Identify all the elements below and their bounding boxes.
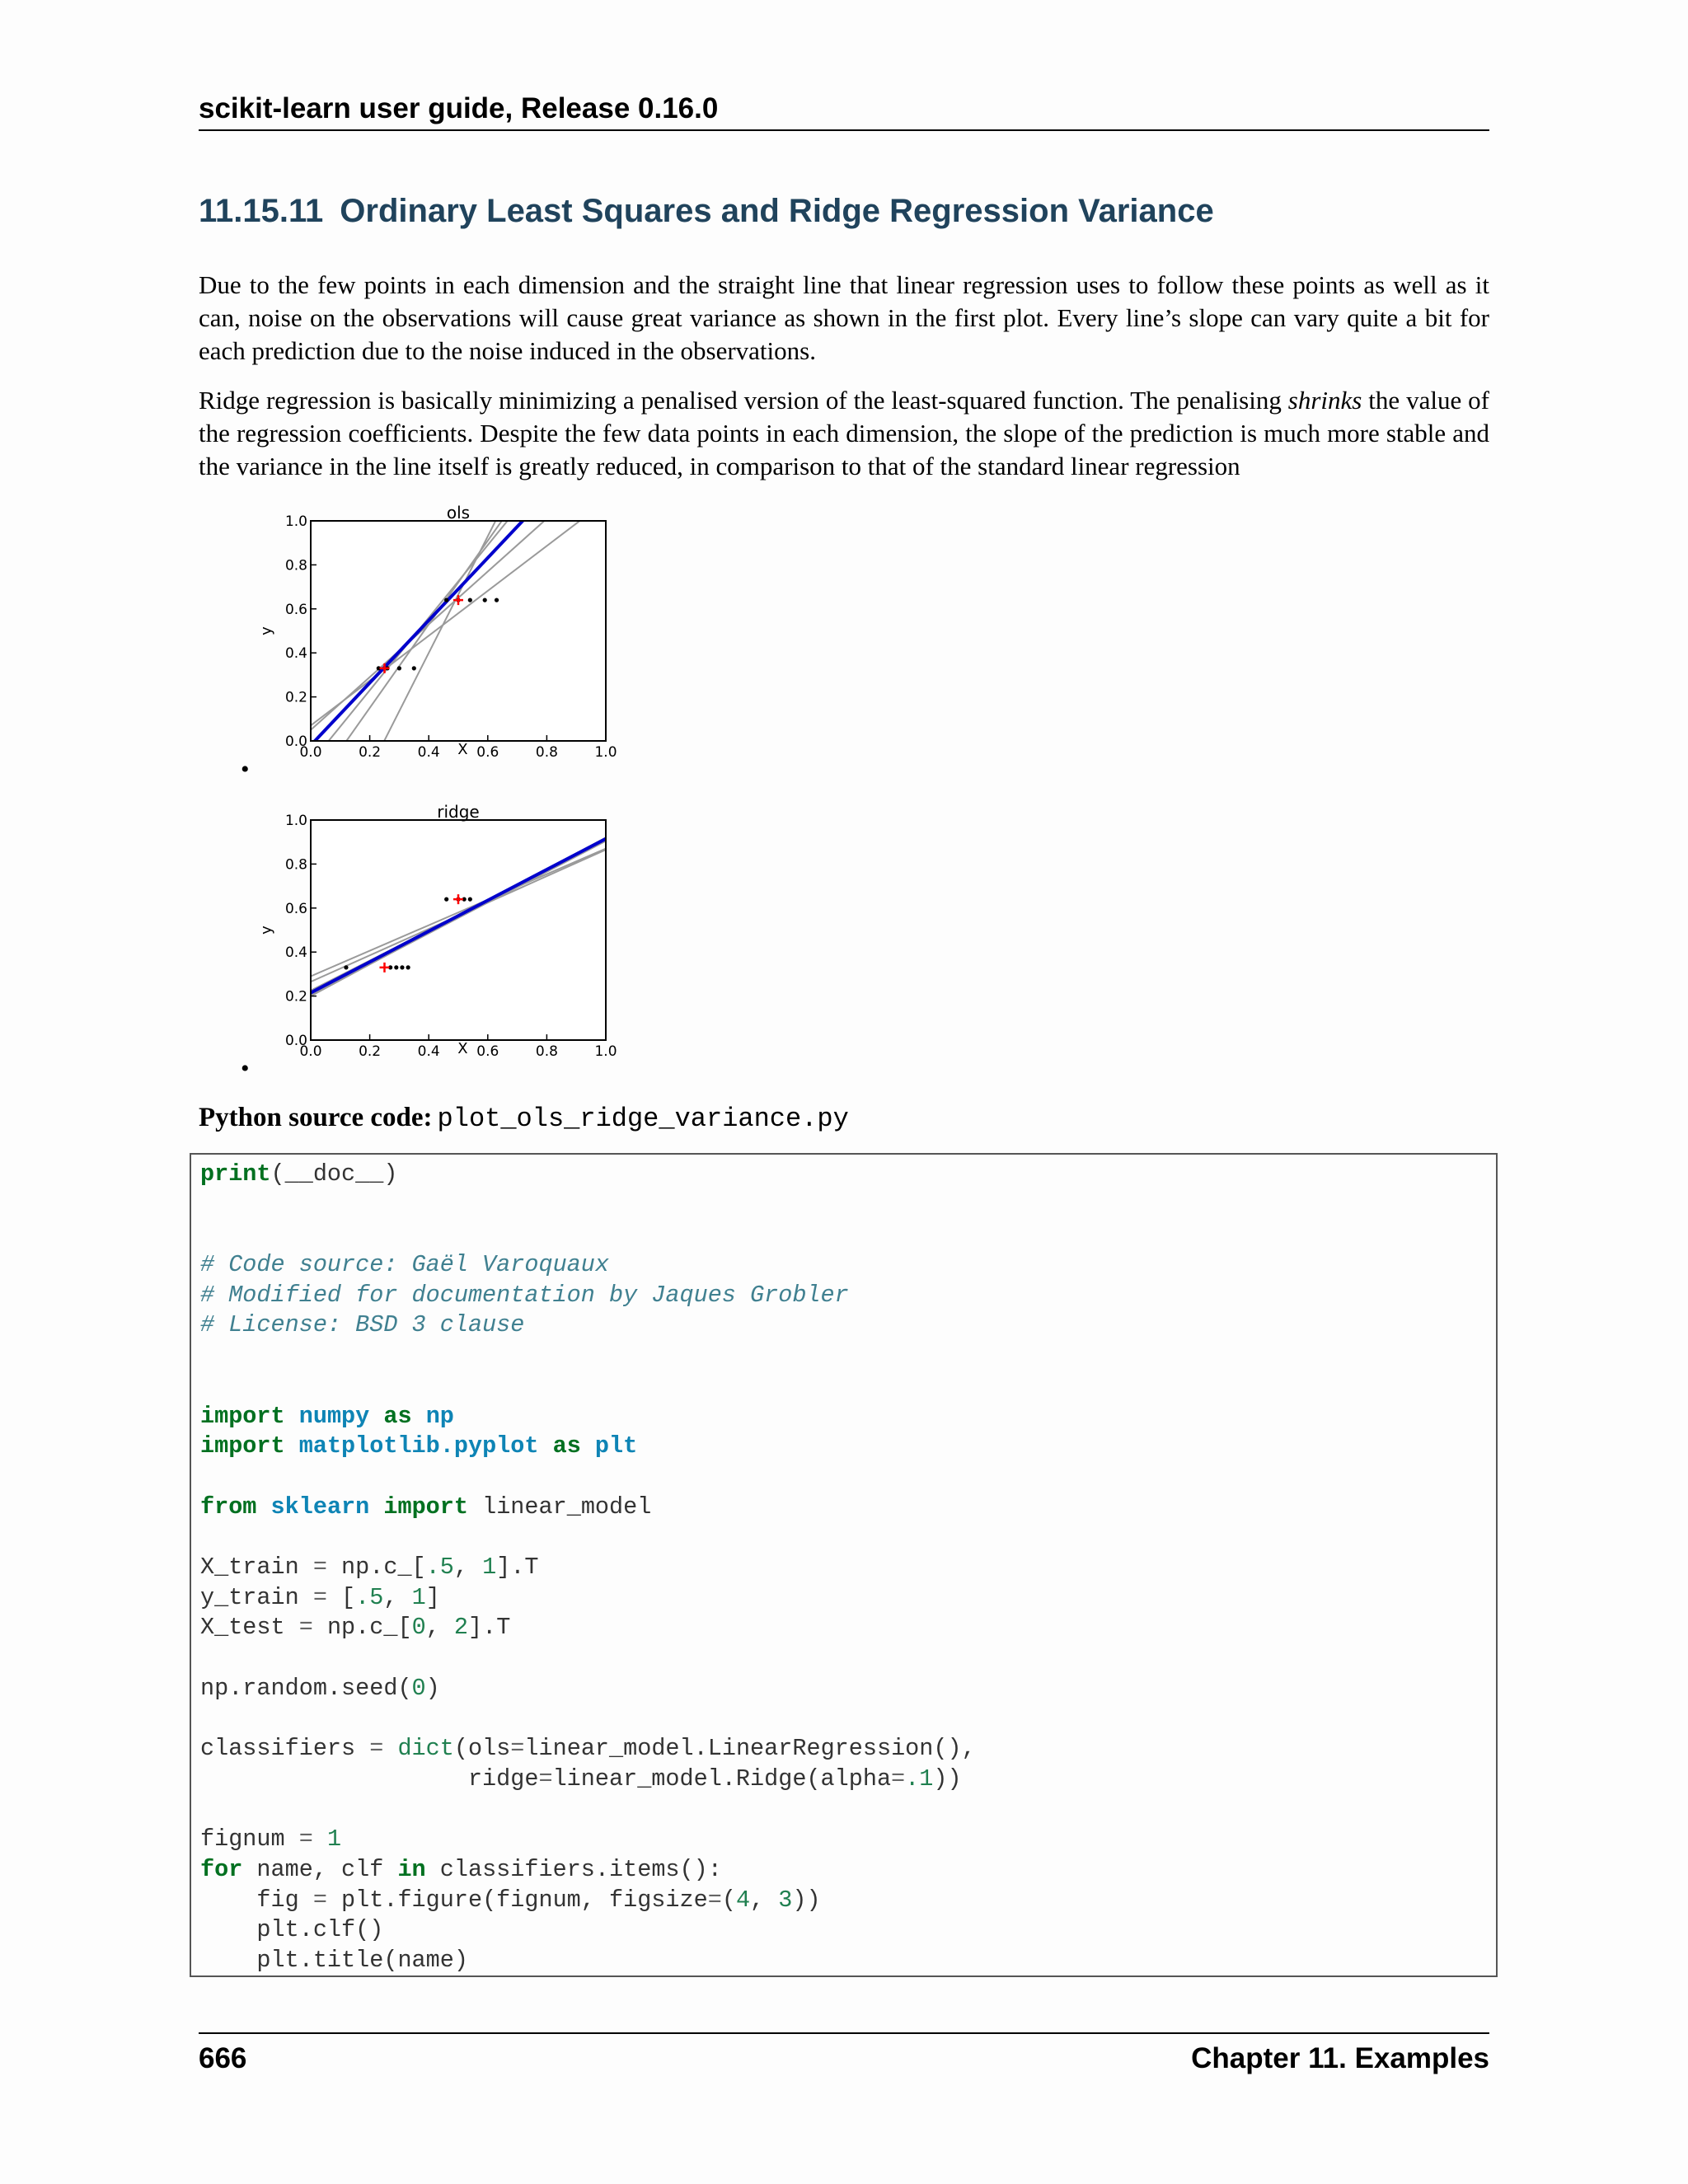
x-tick-label: 0.0 — [299, 744, 322, 761]
code-token: , — [453, 1554, 483, 1582]
code-token: as — [552, 1432, 581, 1460]
code-token: ridge — [200, 1765, 539, 1793]
code-token: from — [200, 1493, 257, 1521]
code-token: .5 — [425, 1554, 454, 1582]
y-tick-label: 0.4 — [284, 645, 307, 663]
code-token — [369, 1403, 383, 1430]
code-token: = — [891, 1765, 906, 1793]
code-token: import — [200, 1402, 285, 1430]
code-token: sklearn — [270, 1493, 370, 1521]
code-token: fig — [200, 1886, 313, 1914]
code-token: 1 — [411, 1583, 426, 1611]
code-token: 4 — [735, 1886, 751, 1914]
y-tick-label: 0.4 — [284, 944, 307, 962]
code-token: import — [383, 1493, 468, 1521]
y-tick-label: 0.0 — [284, 1033, 307, 1049]
code-token: [ — [326, 1583, 356, 1611]
code-line — [200, 1643, 976, 1674]
code-line — [200, 1493, 976, 1523]
paragraph-2-emphasis: shrinks — [1287, 386, 1362, 415]
code-token: )) — [792, 1886, 821, 1914]
sample-point — [397, 666, 401, 670]
section-title-text: Ordinary Least Squares and Ridge Regression Variance — [340, 193, 1214, 229]
y-axis-label: y — [258, 626, 275, 635]
sample-point — [444, 898, 448, 902]
code-line — [200, 1613, 976, 1643]
code-token: , — [425, 1614, 454, 1642]
x-tick-label: 0.8 — [535, 1043, 558, 1060]
code-token — [285, 1432, 299, 1460]
y-tick-label: 1.0 — [284, 813, 307, 829]
code-token: numpy — [298, 1402, 370, 1430]
code-line — [200, 1825, 976, 1855]
code-token: .1 — [905, 1765, 934, 1793]
code-token: plt.title(name) — [200, 1947, 468, 1975]
code-token: y_train — [200, 1583, 313, 1611]
code-token: linear_model.LinearRegression(), — [524, 1735, 976, 1763]
x-tick-label: 1.0 — [594, 744, 617, 761]
code-line — [200, 1855, 976, 1886]
source-code-caption — [199, 1103, 849, 1134]
code-token: fignum — [200, 1825, 299, 1854]
code-line — [200, 1432, 976, 1462]
code-token: 3 — [778, 1886, 793, 1914]
code-token: X_test — [200, 1614, 299, 1642]
code-line — [200, 1915, 976, 1946]
code-token: np.c_[ — [326, 1554, 426, 1582]
code-token: , — [383, 1583, 412, 1611]
code-token: ( — [721, 1886, 736, 1914]
sample-point — [444, 598, 448, 602]
code-token: print — [200, 1160, 271, 1188]
code-line — [200, 1281, 976, 1311]
code-token: in — [397, 1856, 426, 1884]
paragraph-1: Due to the few points in each dimension and the straight line that linear regression uses to follow these points as well as it can, noise on the observations will cause great variance as shown in the first plot. Every line’s slope can vary quite a bit for each prediction due to the noise induced in the observations. — [199, 270, 1489, 365]
code-token: 0 — [411, 1674, 426, 1702]
code-listing — [200, 1160, 976, 1976]
ridge-plot — [239, 802, 626, 1074]
source-filename: plot_ols_ridge_variance.py — [437, 1104, 849, 1134]
code-token — [256, 1493, 270, 1521]
code-token — [285, 1403, 299, 1430]
x-tick-label: 1.0 — [594, 1043, 617, 1060]
code-line — [200, 1946, 976, 1976]
sample-point — [344, 965, 348, 969]
y-tick-label: 1.0 — [284, 513, 307, 530]
code-line — [200, 1160, 976, 1190]
code-token: .5 — [355, 1583, 384, 1611]
plot-title: ols — [446, 503, 471, 523]
code-token: 2 — [453, 1614, 469, 1642]
code-token: ) — [425, 1674, 440, 1702]
code-token: ].T — [468, 1614, 511, 1642]
code-token: linear_model.Ridge(alpha — [552, 1765, 892, 1793]
x-tick-label: 0.6 — [476, 1043, 499, 1060]
code-token: import — [200, 1432, 285, 1460]
paragraph-2 — [199, 384, 1489, 483]
code-line — [200, 1250, 976, 1281]
code-line — [200, 1220, 976, 1250]
code-token: = — [312, 1583, 327, 1611]
code-token: np.random.seed( — [200, 1674, 412, 1702]
code-token: for — [200, 1856, 243, 1884]
bullet-2: • — [241, 1055, 250, 1082]
section-number: 11.15.11 — [199, 193, 324, 229]
plot-title: ridge — [437, 802, 480, 822]
code-token: name, clf — [242, 1856, 398, 1884]
code-token: np.c_[ — [312, 1614, 412, 1642]
code-token: = — [298, 1614, 313, 1642]
code-line — [200, 1886, 976, 1916]
running-header: scikit-learn user guide, Release 0.16.0 — [199, 92, 719, 124]
code-token: 1 — [326, 1825, 342, 1854]
y-axis-label: y — [258, 926, 275, 935]
footer-rule — [199, 2032, 1489, 2034]
code-token: matplotlib.pyplot — [298, 1432, 539, 1460]
code-token: ] — [425, 1583, 440, 1611]
code-token: classifiers.items(): — [425, 1856, 722, 1884]
code-token — [313, 1825, 327, 1853]
code-token: 0 — [411, 1614, 426, 1642]
x-tick-label: 0.4 — [417, 1043, 440, 1060]
sample-point — [468, 598, 472, 602]
code-token: dict — [397, 1735, 454, 1763]
x-axis-label: X — [457, 741, 468, 758]
code-token: (__doc__) — [270, 1160, 398, 1188]
code-line — [200, 1190, 976, 1221]
code-token: as — [383, 1402, 412, 1430]
code-line — [200, 1674, 976, 1704]
code-token — [538, 1432, 552, 1460]
paragraph-2-end: the value of the regression coefficients. Despite the few data points in each dimension, the slope of the prediction is much more stable and the variance in the line itself is greatly reduced, in comparison to that of the standard linear regression — [199, 386, 1489, 480]
code-token: = — [707, 1886, 722, 1914]
code-line — [200, 1522, 976, 1553]
code-line — [200, 1734, 976, 1765]
code-line — [200, 1310, 976, 1341]
code-token: , — [750, 1886, 779, 1914]
code-token: linear_model — [468, 1493, 652, 1521]
code-line — [200, 1402, 976, 1432]
sample-point — [406, 965, 410, 969]
code-token: = — [369, 1735, 384, 1763]
x-tick-label: 0.2 — [359, 744, 382, 761]
code-token: = — [510, 1735, 525, 1763]
ols-plot — [239, 503, 626, 775]
code-line — [200, 1371, 976, 1402]
y-tick-label: 0.0 — [284, 733, 307, 750]
code-token: np — [425, 1402, 454, 1430]
code-line — [200, 1553, 976, 1583]
sample-point — [412, 666, 416, 670]
sample-point — [394, 965, 398, 969]
bullet-1: • — [241, 756, 250, 783]
code-token: # Modified for documentation by Jaques Grobler — [200, 1281, 849, 1309]
code-token: = — [538, 1765, 553, 1793]
page-number: 666 — [199, 2042, 247, 2074]
y-tick-label: 0.2 — [284, 689, 307, 706]
code-token — [412, 1403, 426, 1430]
code-token: # License: BSD 3 clause — [200, 1311, 525, 1339]
chapter-label: Chapter 11. Examples — [1191, 2042, 1489, 2074]
sample-point — [495, 598, 499, 602]
code-token: )) — [933, 1765, 962, 1793]
code-token: (ols — [453, 1735, 511, 1763]
code-token: = — [312, 1886, 327, 1914]
code-token — [581, 1432, 595, 1460]
source-label: Python source code: — [199, 1103, 433, 1132]
code-line — [200, 1765, 976, 1795]
code-token: = — [312, 1554, 327, 1582]
y-tick-label: 0.6 — [284, 900, 307, 917]
x-tick-label: 0.2 — [359, 1043, 382, 1060]
code-line — [200, 1462, 976, 1493]
x-axis-label: X — [457, 1040, 468, 1057]
sample-point — [468, 898, 472, 902]
sample-point — [483, 598, 487, 602]
header-rule — [199, 129, 1489, 131]
code-token: # Code source: Gaël Varoquaux — [200, 1251, 609, 1279]
code-token: plt.clf() — [200, 1916, 384, 1944]
sample-point — [400, 965, 404, 969]
code-line — [200, 1795, 976, 1825]
y-tick-label: 0.8 — [284, 856, 307, 874]
x-tick-label: 0.8 — [535, 744, 558, 761]
plot-background — [311, 820, 606, 1040]
y-tick-label: 0.2 — [284, 988, 307, 1005]
y-tick-label: 0.6 — [284, 601, 307, 618]
section-title — [199, 193, 1489, 230]
code-token: classifiers — [200, 1735, 370, 1763]
code-token: = — [298, 1825, 313, 1854]
code-token: plt — [594, 1432, 638, 1460]
code-token: 1 — [482, 1554, 497, 1582]
code-line — [200, 1341, 976, 1371]
paragraph-2-start: Ridge regression is basically minimizing a penalised version of the least-squared function. The penalising — [199, 386, 1288, 415]
code-block — [190, 1153, 1498, 1977]
x-tick-label: 0.4 — [417, 744, 440, 761]
code-token: ].T — [496, 1554, 539, 1582]
code-line — [200, 1704, 976, 1735]
code-token — [369, 1493, 383, 1521]
x-tick-label: 0.6 — [476, 744, 499, 761]
code-line — [200, 1583, 976, 1614]
code-token — [383, 1735, 397, 1762]
y-tick-label: 0.8 — [284, 557, 307, 574]
x-tick-label: 0.0 — [299, 1043, 322, 1060]
code-token: plt.figure(fignum, figsize — [326, 1886, 708, 1914]
code-token: X_train — [200, 1554, 313, 1582]
